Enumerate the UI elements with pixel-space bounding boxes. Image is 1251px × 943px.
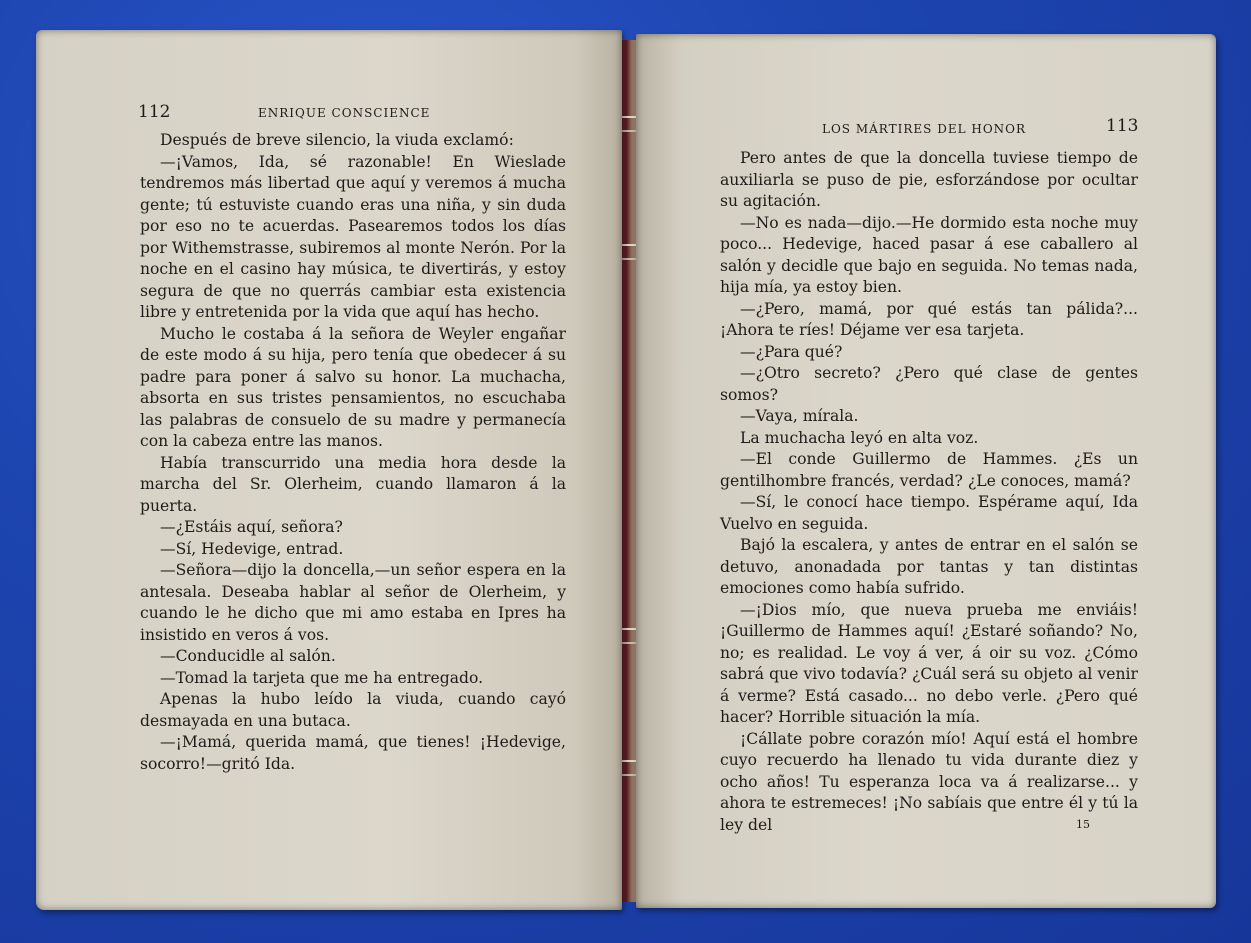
paragraph: —El conde Guillermo de Hammes. ¿Es un gentilhombre francés, verdad? ¿Le conoces, mamá?	[720, 450, 1138, 490]
paragraph: —¡Dios mío, que nueva prueba me enviáis! ¡Guillermo de Hammes aquí! ¿Estaré soñando? No, no; es realidad. Le voy á ver, á oir su voz. ¿Cómo sabrá que vivo todavía? ¿Cuál será su objeto al venir á verme? Está casado... no debo verle. ¿Pero qué hacer? Horrible situación la mía.	[720, 600, 1138, 726]
paragraph: Pero antes de que la doncella tuviese tiempo de auxiliarla se puso de pie, esforzándose por ocultar su agitación.	[720, 149, 1138, 210]
paragraph: —Tomad la tarjeta que me ha entregado.	[160, 668, 484, 687]
paragraph: Mucho le costaba á la señora de Weyler engañar de este modo á su hija, pero tenía que obedecer á su padre para poner á salvo su honor. La muchacha, absorta en sus tristes pensamientos, no escuchaba las palabras de consuelo de su madre y permanecía con la cabeza entre las manos.	[140, 324, 566, 450]
paragraph: Apenas la hubo leído la viuda, cuando cayó desmayada en una butaca.	[140, 690, 566, 730]
running-head: LOS MÁRTIRES DEL HONOR	[822, 122, 1027, 136]
page-text	[140, 130, 566, 775]
paragraph: Después de breve silencio, la viuda exclamó:	[160, 131, 514, 149]
paragraph: —¿Pero, mamá, por qué estás tan pálida?... ¡Ahora te ríes! Déjame ver esa tarjeta.	[720, 299, 1138, 339]
paragraph: —Señora—dijo la doncella,—un señor espera en la antesala. Deseaba hablar al señor de Olerheim, y cuando le he dicho que mi amo estaba en Ipres ha insistido en veros á vos.	[140, 561, 566, 644]
page-text	[720, 148, 1138, 836]
paragraph: —¿Para qué?	[740, 342, 843, 361]
paragraph: —¿Estáis aquí, señora?	[160, 518, 343, 536]
running-head: ENRIQUE CONSCIENCE	[258, 106, 431, 120]
paragraph: Bajó la escalera, y antes de entrar en el salón se detuvo, anonadada por tantas y tan distintas emociones como había sufrido.	[720, 536, 1138, 597]
paragraph: —¡Mamá, querida mamá, que tienes! ¡Hedevige, socorro!—gritó Ida.	[140, 733, 566, 773]
paragraph: ¡Cállate pobre corazón mío! Aquí está el hombre cuyo recuerdo ha llenado tu vida durante diez y ocho años! Tu esperanza loca va á realizarse... y ahora te estremeces! ¡No sabíais que entre él y tú la ley del	[720, 729, 1138, 834]
paragraph: —Conducidle al salón.	[160, 647, 336, 665]
paragraph: —¿Otro secreto? ¿Pero qué clase de gentes somos?	[720, 364, 1138, 404]
paragraph: —Vaya, mírala.	[740, 407, 859, 425]
paragraph: —No es nada—dijo.—He dormido esta noche muy poco... Hedevige, haced pasar á ese caballero al salón y decidle que bajo en seguida. No temas nada, hija mía, ya estoy bien.	[720, 213, 1138, 296]
paragraph: —Sí, le conocí hace tiempo. Espérame aquí, Ida Vuelvo en seguida.	[720, 493, 1138, 533]
left-page	[36, 30, 622, 910]
paragraph: Había transcurrido una media hora desde la marcha del Sr. Olerheim, cuando llamaron á la puerta.	[140, 453, 566, 515]
page-number: 112	[138, 102, 171, 122]
paragraph: La muchacha leyó en alta voz.	[740, 428, 979, 447]
signature-mark: 15	[1076, 818, 1090, 831]
paragraph: —¡Vamos, Ida, sé razonable! En Wieslade tendremos más libertad que aquí y veremos á mucha gente; tú estuviste cuando eras una niña, y sin duda por eso no te acuerdas. Pasearemos todos los días por Withemstrasse, subiremos al monte Nerón. Por la noche en el casino hay música, te divertirás, y estoy segura de que no querrás cambiar esta existencia libre y entretenida por la vida que aquí has hecho.	[140, 152, 566, 321]
right-page	[636, 34, 1216, 908]
paragraph: —Sí, Hedevige, entrad.	[160, 539, 344, 558]
page-number: 113	[1106, 116, 1139, 136]
